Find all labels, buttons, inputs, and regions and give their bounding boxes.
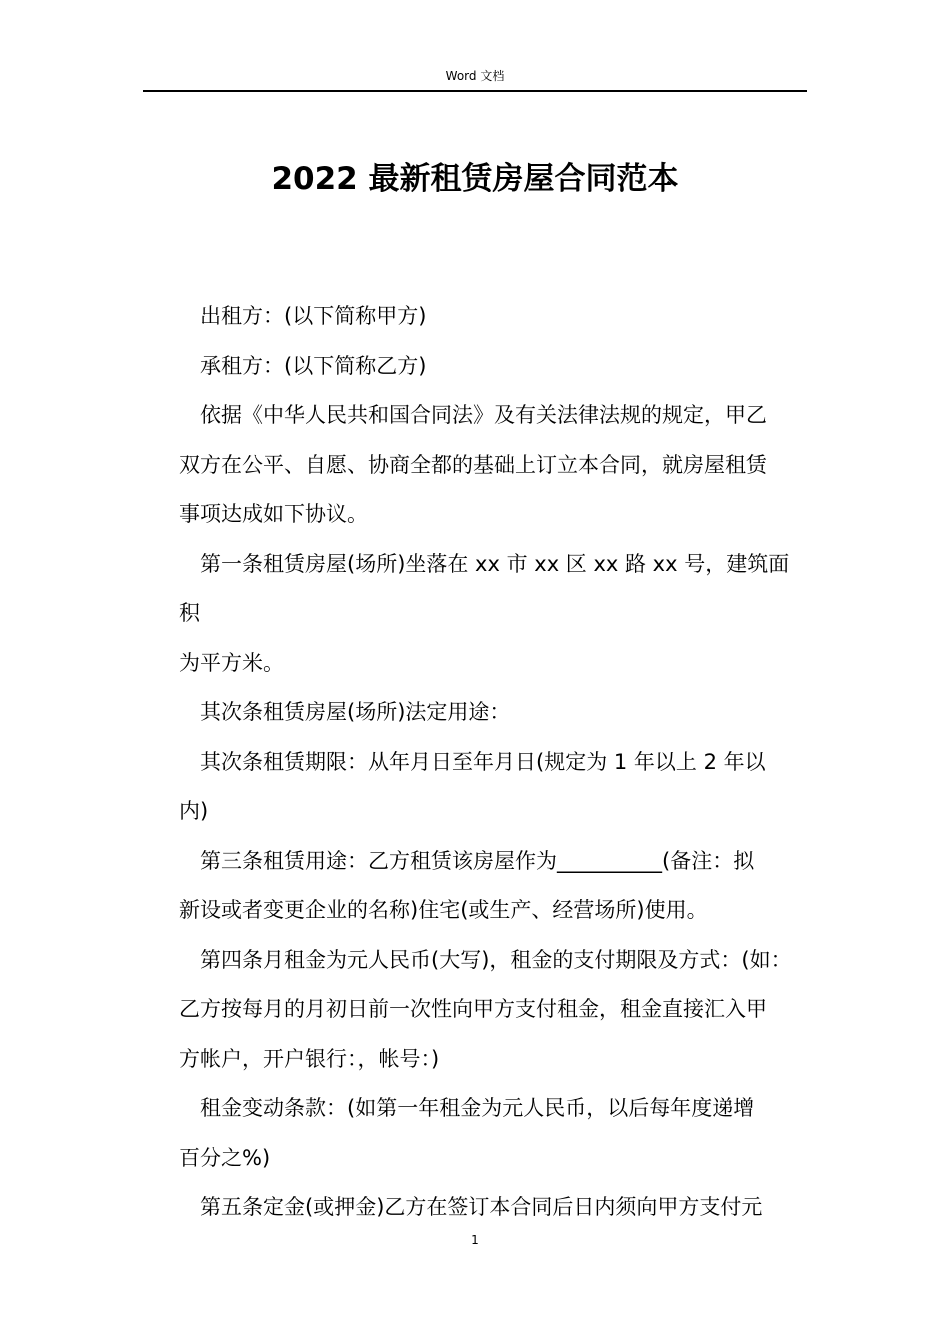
line-article-2-term-2: 内): [179, 799, 209, 823]
line-rent-change-1: 租金变动条款：(如第一年租金为元人民币，以后每年度递增: [200, 1096, 755, 1120]
line-article-3-1: 第三条租赁用途：乙方租赁该房屋作为__________(备注：拟: [200, 848, 755, 873]
line-article-3-2: 新设或者变更企业的名称)住宅(或生产、经营场所)使用。: [179, 898, 708, 922]
line-article-4-2: 乙方按每月的月初日前一次性向甲方支付租金，租金直接汇入甲: [179, 997, 767, 1021]
line-article-1-1: 第一条租赁房屋(场所)坐落在 xx 市 xx 区 xx 路 xx 号，建筑面积: [179, 551, 790, 625]
header-text: Word 文档: [445, 69, 505, 83]
document-title: 2022 最新租赁房屋合同范本: [271, 161, 679, 197]
line-article-4-1: 第四条月租金为元人民币(大写)，租金的支付期限及方式：(如：: [200, 947, 792, 972]
line-article-2-term-1: 其次条租赁期限：从年月日至年月日(规定为 1 年以上 2 年以: [200, 749, 766, 774]
line-lessee: 承租方：(以下简称乙方): [200, 353, 427, 378]
line-rent-change-2: 百分之%): [179, 1145, 271, 1170]
page-header: [143, 66, 807, 92]
line-article-4-3: 方帐户，开户银行：，帐号：): [179, 1046, 440, 1071]
line-article-1-2: 为平方米。: [179, 650, 284, 675]
page-number: 1: [471, 1233, 479, 1247]
line-article-5-1: 第五条定金(或押金)乙方在签订本合同后日内须向甲方支付元: [200, 1195, 763, 1219]
line-preamble-2: 双方在公平、自愿、协商全都的基础上订立本合同，就房屋租赁: [179, 452, 767, 477]
line-article-2-use: 其次条租赁房屋(场所)法定用途：: [200, 700, 511, 724]
line-preamble-3: 事项达成如下协议。: [179, 502, 368, 526]
line-lessor: 出租方：(以下简称甲方): [200, 304, 427, 328]
line-preamble-1: 依据《中华人民共和国合同法》及有关法律法规的规定，甲乙: [200, 403, 767, 427]
document-body: [179, 292, 807, 1233]
